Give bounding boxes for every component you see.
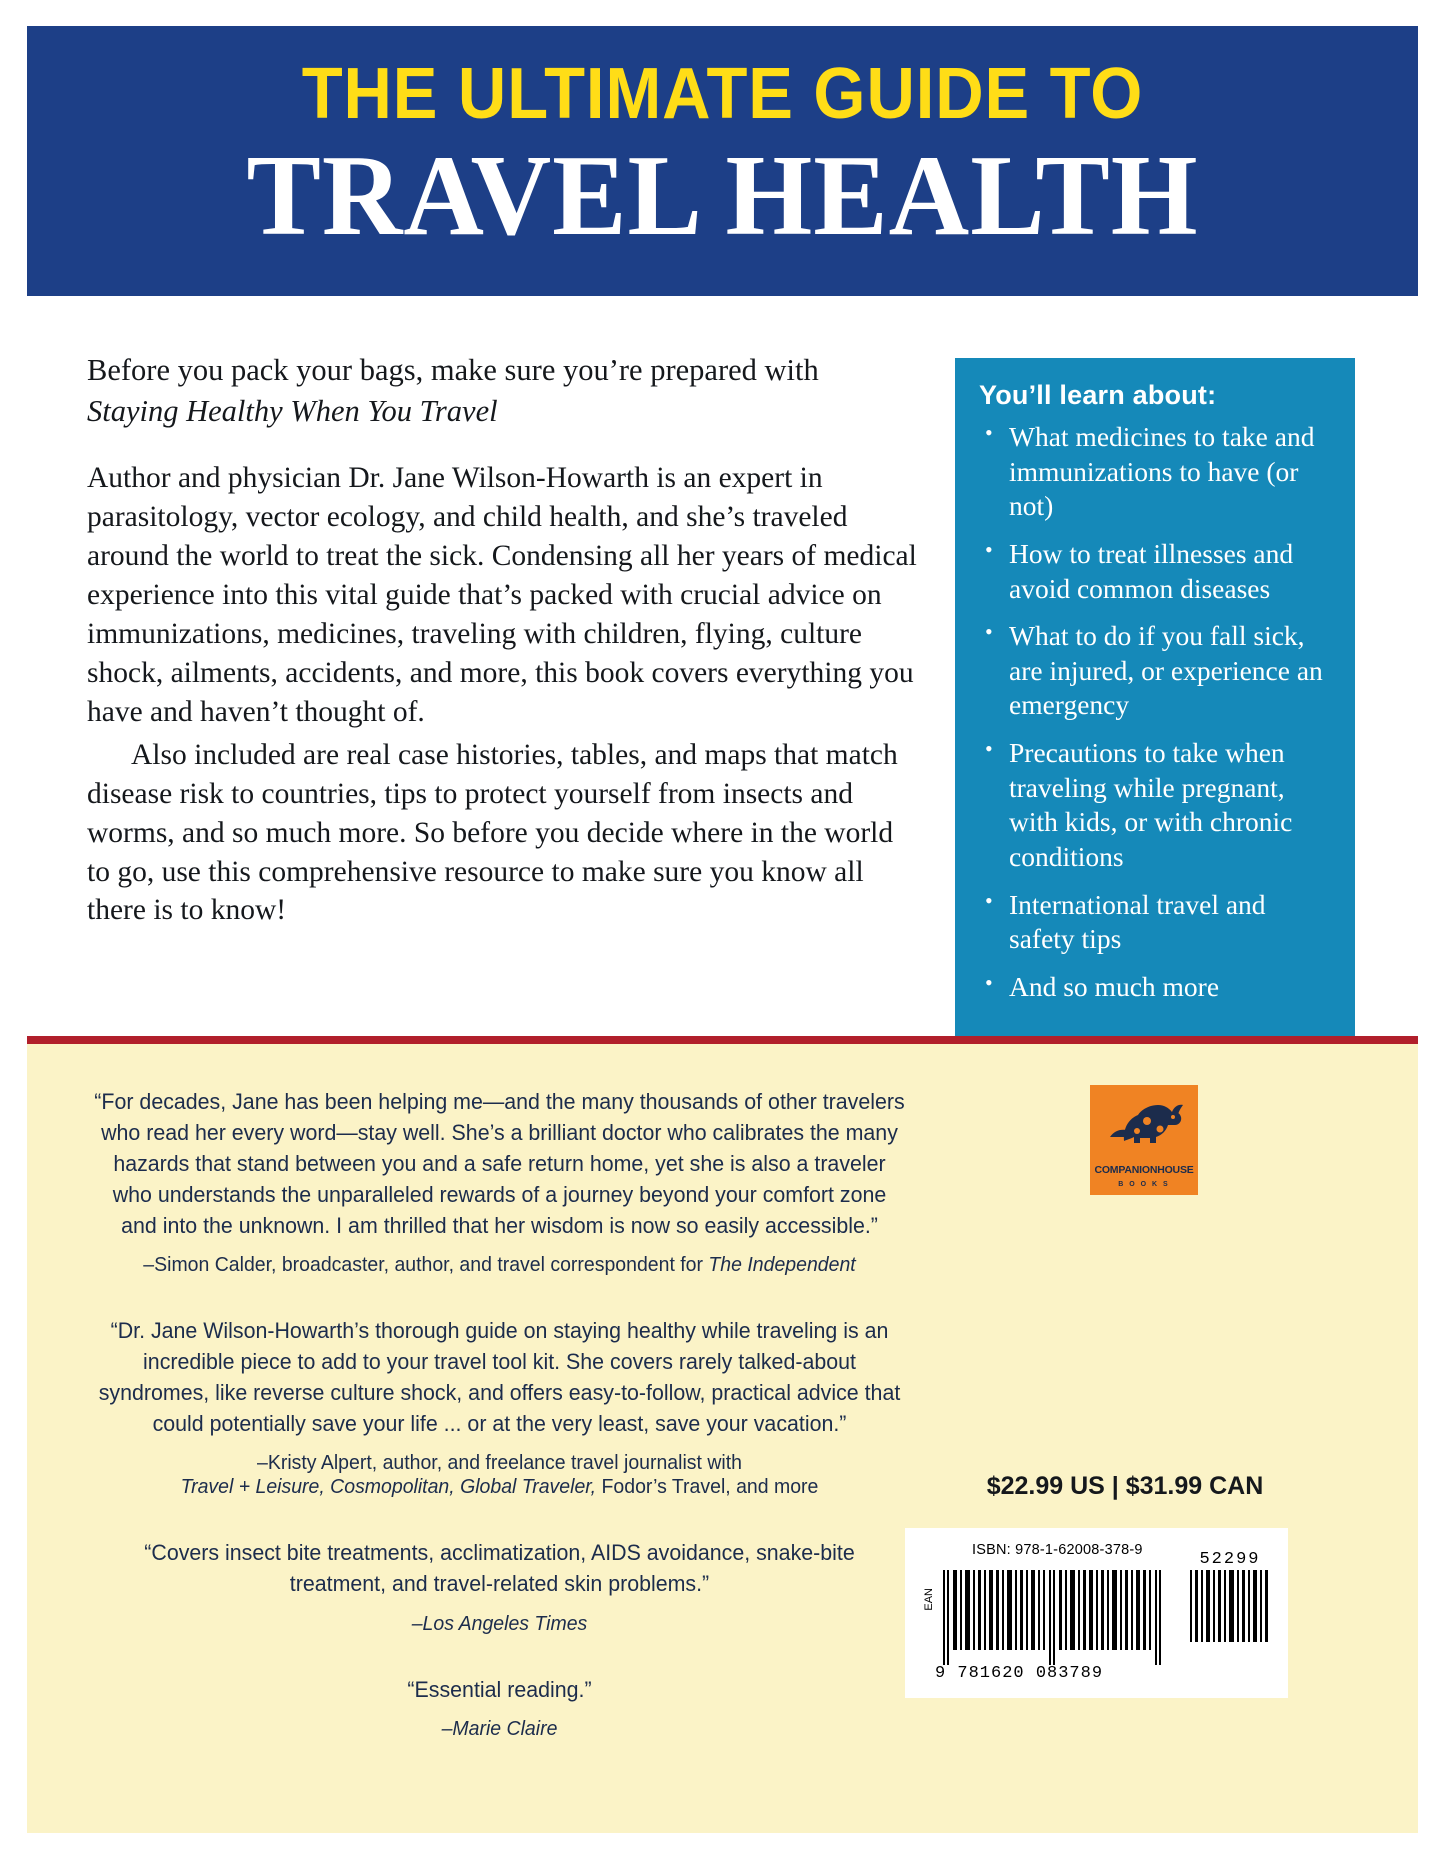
blurb-lead: [87, 350, 917, 431]
learn-about-title: You’ll learn about:: [979, 380, 1217, 410]
quote-attribution: [93, 1612, 905, 1636]
quote-attribution-plain: –Kristy Alpert, author, and freelance travel journalist with: [257, 1451, 742, 1475]
quote-attribution-source: The Independent: [708, 1253, 856, 1277]
reviews-section: [27, 1044, 1418, 1833]
quote-text: “For decades, Jane has been helping me—and the many thousands of other travelers who read her every word—stay well. She’s a brilliant doctor who calibrates the many hazards that stand between you and a safe return home, yet she is also a traveler who understands the unparalleled rewards of a journey beyond your comfort zone and into the unknown. I am thrilled that her wisdom is now so easily accessible.”: [94, 1089, 905, 1239]
blurb-lead-plain: Before you pack your bags, make sure you’re prepared with: [87, 353, 819, 387]
quote-block: [72, 1674, 927, 1741]
barcode-main-bars: [943, 1570, 1168, 1665]
quote-list: [72, 1086, 927, 1779]
quote-text: “Essential reading.”: [407, 1676, 592, 1702]
list-item: • What medicines to take and immunizations to have (or not): [977, 420, 1333, 524]
list-item: • Precautions to take when traveling while pregnant, with kids, or with chronic conditions: [977, 736, 1333, 875]
blurb-lead-italic: Staying Healthy When You Travel: [87, 393, 498, 428]
section-divider: [27, 1036, 1418, 1044]
publisher-logo: [1090, 1085, 1198, 1195]
barcode-main-digits: 9 781620 083789: [935, 1664, 1104, 1683]
blurb-text: [87, 350, 917, 930]
title-line-1: THE ULTIMATE GUIDE TO: [301, 54, 1144, 134]
quote-attribution-plain: –Simon Calder, broadcaster, author, and travel correspondent for: [143, 1253, 709, 1277]
barcode-supplement-digits: 52299: [1199, 1550, 1261, 1569]
learn-about-list: [977, 420, 1333, 1005]
quote-block: [72, 1537, 927, 1635]
isbn-text: ISBN: 978-1-62008-378-9: [972, 1542, 1143, 1558]
price-text: $22.99 US | $31.99 CAN: [986, 1472, 1264, 1500]
quote-attribution: [93, 1451, 905, 1499]
title-line-2: TRAVEL HEALTH: [246, 132, 1199, 259]
quote-attribution-source: Travel + Leisure, Cosmopolitan, Global Traveler,: [180, 1475, 597, 1499]
ean-label: EAN: [923, 1588, 935, 1611]
quote-attribution: [93, 1717, 905, 1741]
blurb-paragraph-2: Also included are real case histories, tables, and maps that match disease risk to countries, tips to protect yourself from insects and worms, and so much more. So before you decide where in the world to go, use this comprehensive resource to make sure you know all there is to know!: [87, 738, 898, 927]
publisher-name: COMPANIONHOUSE: [1094, 1164, 1194, 1176]
barcode-supplement-bars: [1190, 1570, 1270, 1650]
quote-attribution-source: –Marie Claire: [441, 1716, 558, 1740]
publisher-sub: B O O K S: [1118, 1181, 1170, 1188]
quote-block: [72, 1086, 927, 1277]
quote-attribution-source: –Los Angeles Times: [411, 1611, 588, 1635]
barcode: [905, 1528, 1288, 1698]
blurb-paragraph-1: Author and physician Dr. Jane Wilson-Howarth is an expert in parasitology, vector ecology, and child health, and she’s traveled around the world to treat the sick. Condensing all her years of medical experience into this vital guide that’s packed with crucial advice on immunizations, medicines, traveling with children, flying, culture shock, ailments, accidents, and more, this book covers everything you have and haven’t thought of.: [87, 462, 917, 728]
dog-logo-icon: [1090, 1085, 1198, 1157]
quote-text: “Dr. Jane Wilson-Howarth’s thorough guide on staying healthy while traveling is an incredible piece to add to your travel tool kit. She covers rarely talked-about syndromes, like reverse culture shock, and offers easy-to-follow, practical advice that could potentially save your life ... or at the very least, save your vacation.”: [98, 1318, 901, 1437]
list-item: • What to do if you fall sick, are injured, or experience an emergency: [977, 619, 1333, 723]
quote-attribution-tail: Fodor’s Travel, and more: [596, 1475, 819, 1499]
quote-attribution: [93, 1253, 905, 1277]
title-banner: [27, 26, 1418, 296]
list-item: • International travel and safety tips: [977, 888, 1333, 957]
list-item: • How to treat illnesses and avoid common diseases: [977, 537, 1333, 606]
list-item: • And so much more: [977, 970, 1333, 1005]
quote-block: [72, 1315, 927, 1499]
quote-text: “Covers insect bite treatments, acclimatization, AIDS avoidance, snake-bite treatment, and travel-related skin problems.”: [144, 1540, 855, 1597]
learn-about-box: [955, 358, 1355, 1063]
